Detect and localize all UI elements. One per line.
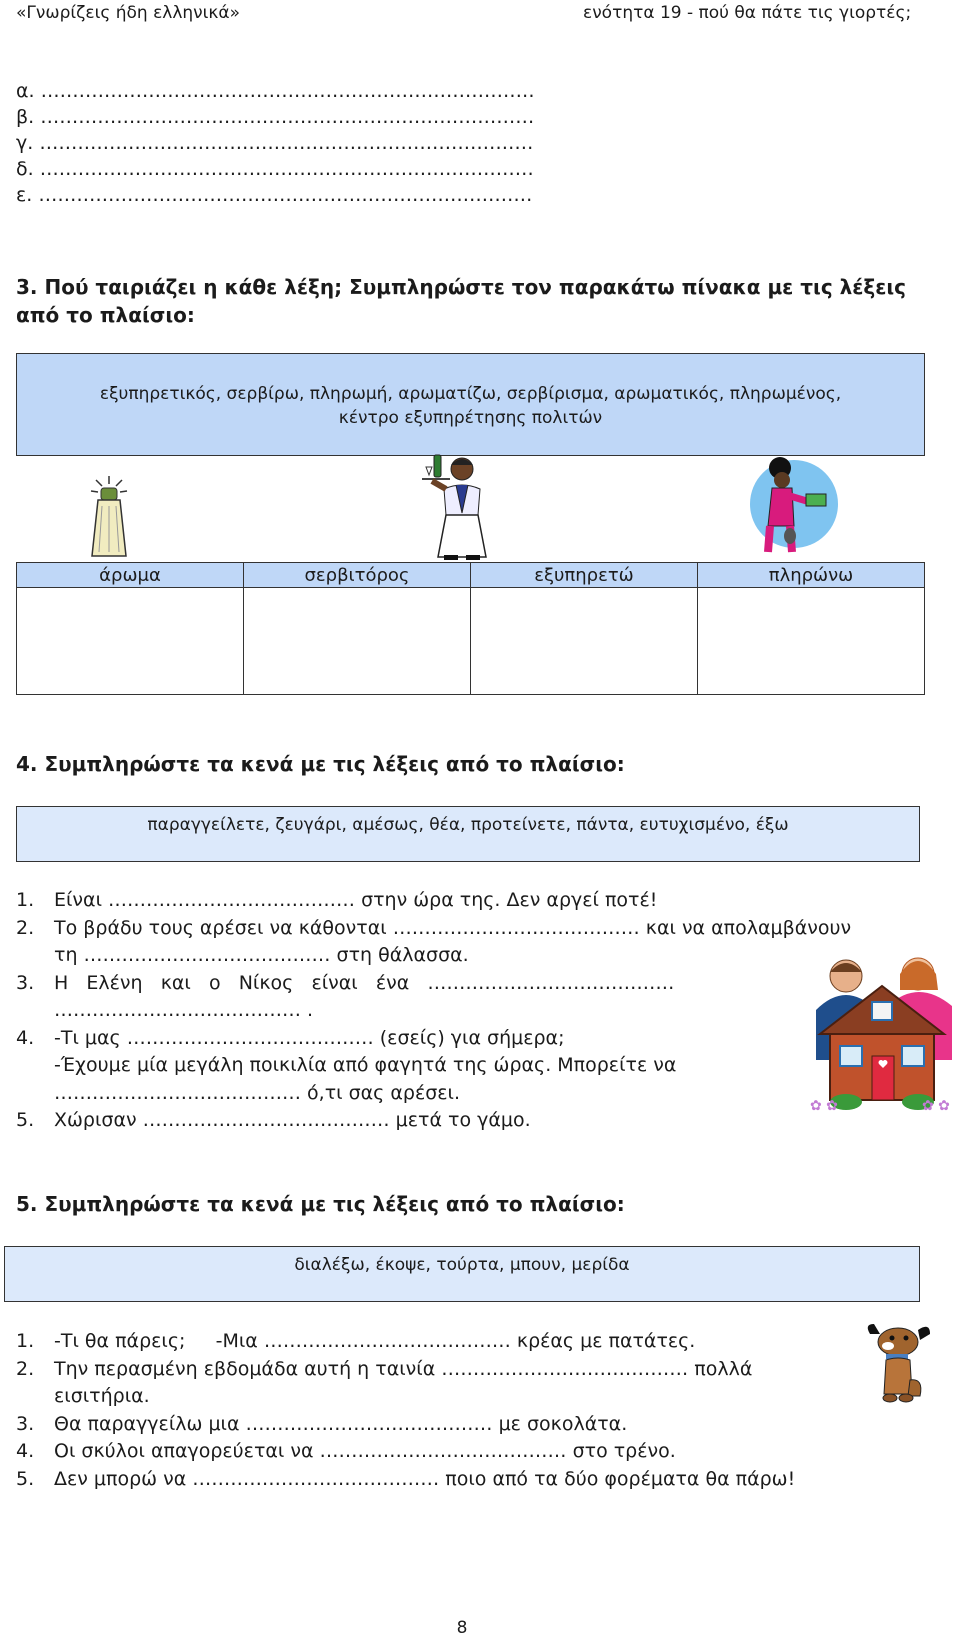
answer-line-c: γ. …………………………………………………………………… bbox=[16, 132, 534, 154]
answer-line-e: ε. …………………………………………………………………… bbox=[16, 184, 533, 206]
exercise4-items: 1. Είναι ………………………………… στην ώρα της. Δεν αργεί ποτέ! 2. Το βράδυ τους αρέσει να κάθονται ………………………………… και να απολαμβάνουν τη ………………………………… στη θάλασσα. 3. Η Ελένη και ο Νίκος είναι ένα ………………………………… ………………………………… . 4. -Τι μας ………………………………… (εσείς) για σήμερα; -Έχουμε μία μεγάλη ποικιλία από φαγητά της ώρας. Μπορείτε να ………………………………… ό,τι σας αρέσει. 5. Χώρισαν ………………………………… μετά το γάμο. bbox=[16, 889, 852, 1131]
answer-line-b: β. …………………………………………………………………… bbox=[16, 106, 535, 128]
page-number: 8 bbox=[456, 1618, 468, 1638]
exercise5-items: 1. -Τι θα πάρεις; -Μια ………………………………… κρέας με πατάτες. 2. Την περασμένη εβδομάδα αυτή η ταινία ………………………………… πολλά εισιτήρια. 3. Θα παραγγείλω μια ………………………………… με σοκολάτα. 4. Οι σκύλοι απαγορεύεται να ………………………………… στο τρένο. 5. Δεν μπορώ να ………………………………… ποιο από τα δύο φορέματα θα πάρω! bbox=[16, 1330, 796, 1490]
exercise3-word-box: εξυπηρετικός, σερβίρω, πληρωμή, αρωματίζω, σερβίρισμα, αρωματικός, πληρωμένος, κέντρο εξυπηρέτησης πολιτών bbox=[16, 353, 925, 456]
couple-house-icon bbox=[806, 950, 956, 1118]
exercise5-word-box: διαλέξω, έκοψε, τούρτα, μπουν, μερίδα bbox=[4, 1246, 920, 1302]
table-header-cell: πληρώνω bbox=[698, 563, 925, 588]
answer-line-d: δ. …………………………………………………………………… bbox=[16, 158, 534, 180]
header-left: «Γνωρίζεις ήδη ελληνικά» bbox=[16, 3, 241, 23]
table-answer-cell[interactable] bbox=[17, 588, 244, 695]
exercise4-word-box: παραγγείλετε, ζευγάρι, αμέσως, θέα, προτείνετε, πάντα, ευτυχισμένο, έξω bbox=[16, 806, 920, 862]
answer-line-a: α. …………………………………………………………………… bbox=[16, 80, 535, 102]
table-header-cell: άρωμα bbox=[17, 563, 244, 588]
dog-icon bbox=[864, 1320, 934, 1406]
svg-text:✿ ✿: ✿ ✿ bbox=[810, 1098, 838, 1114]
table-answer-cell[interactable] bbox=[471, 588, 698, 695]
table-header-cell: εξυπηρετώ bbox=[471, 563, 698, 588]
exercise3-heading: 3. Πού ταιριάζει η κάθε λέξη; Συμπληρώστε τον παρακάτω πίνακα με τις λέξεις από το πλαίσιο: bbox=[16, 275, 907, 327]
perfume-bottle-icon bbox=[84, 474, 134, 560]
exercise3-table bbox=[16, 562, 925, 695]
svg-text:✿ ✿: ✿ ✿ bbox=[922, 1098, 950, 1114]
exercise4-heading: 4. Συμπληρώστε τα κενά με τις λέξεις από το πλαίσιο: bbox=[16, 752, 625, 776]
waiter-icon bbox=[420, 453, 500, 561]
table-answer-cell[interactable] bbox=[244, 588, 471, 695]
header-right: ενότητα 19 - πού θα πάτε τις γιορτές; bbox=[583, 3, 912, 23]
exercise5-heading: 5. Συμπληρώστε τα κενά με τις λέξεις από το πλαίσιο: bbox=[16, 1192, 625, 1216]
table-header-cell: σερβιτόρος bbox=[244, 563, 471, 588]
table-answer-cell[interactable] bbox=[698, 588, 925, 695]
answer-lines bbox=[16, 78, 535, 208]
woman-paying-icon bbox=[744, 456, 840, 560]
